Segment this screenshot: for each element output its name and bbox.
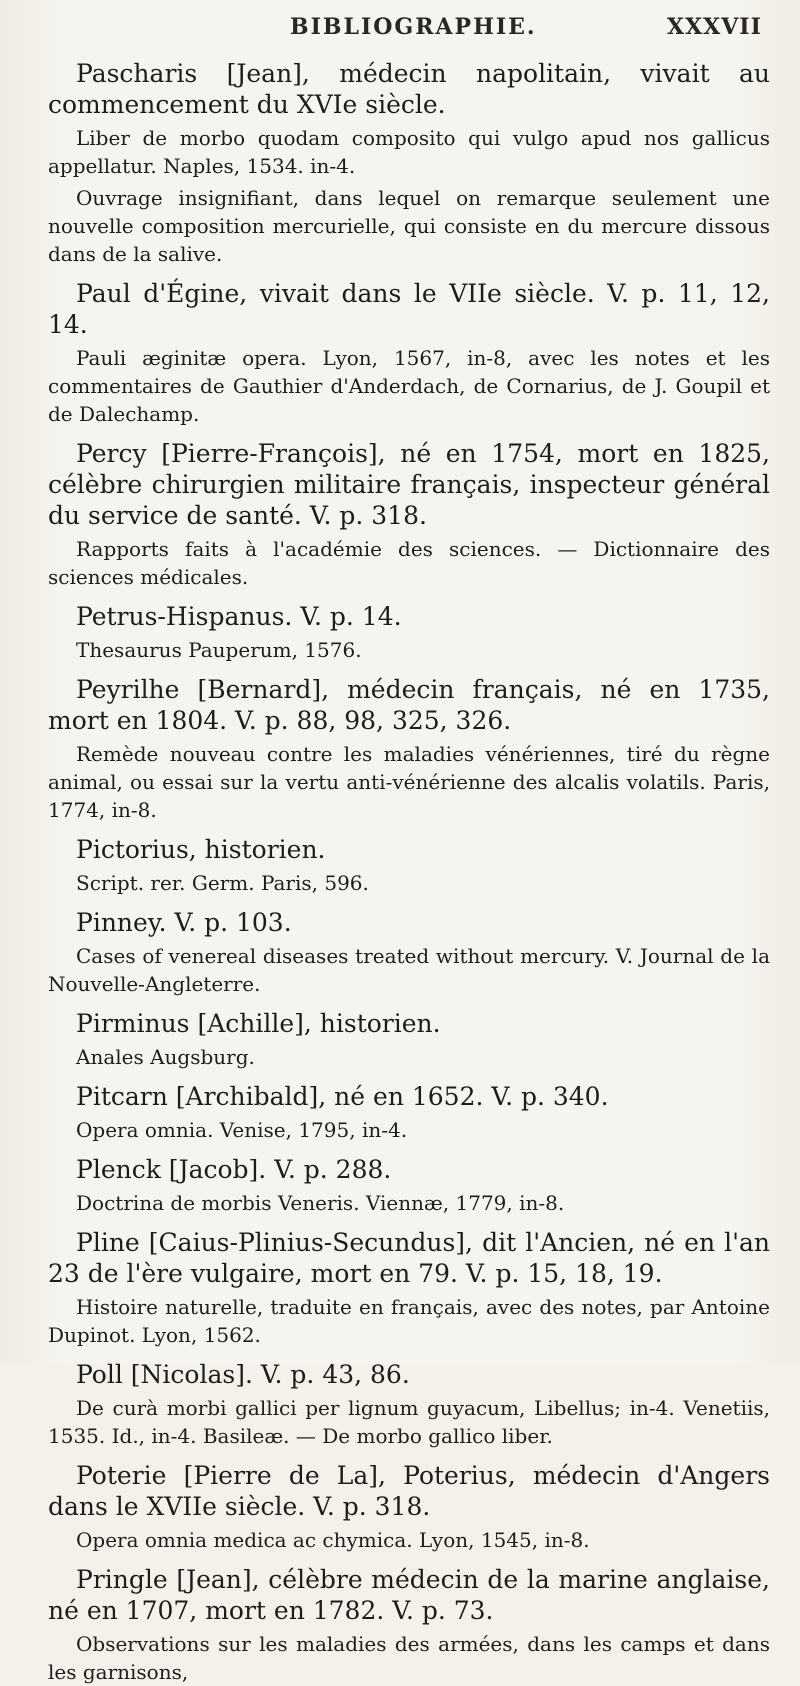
bibliography-entry — [48, 674, 770, 824]
bibliography-entry — [48, 1359, 770, 1450]
entry-work: Liber de morbo quodam composito qui vulgo apud nos gallicus appellatur. Naples, 1534. in-4. — [48, 126, 770, 178]
bibliography-entry — [48, 907, 770, 998]
entry-work: De curà morbi gallici per lignum guyacum, Libellus; in-4. Venetiis, 1535. Id., in-4. Basileæ. — De morbo gallico liber. — [48, 1396, 770, 1448]
entry-work: Observations sur les maladies des armées, dans les camps et dans les garnisons, — [48, 1632, 770, 1684]
entry-work: Rapports faits à l'académie des sciences. — Dictionnaire des sciences médicales. — [48, 537, 770, 589]
entry-work: Histoire naturelle, traduite en français, avec des notes, par Antoine Dupinot. Lyon, 1562. — [48, 1295, 770, 1347]
entry-work: Remède nouveau contre les maladies vénériennes, tiré du règne animal, ou essai sur la vertu anti-vénérienne des alcalis volatils. Paris, 1774, in-8. — [48, 742, 770, 822]
bibliography-entry — [48, 438, 770, 591]
entry-heading: Pline [Caius-Plinius-Secundus], dit l'Ancien, né en l'an 23 de l'ère vulgaire, mort en 79. V. p. 15, 18, 19. — [48, 1228, 770, 1288]
entry-work: Script. rer. Germ. Paris, 596. — [76, 871, 369, 895]
entry-work: Thesaurus Pauperum, 1576. — [76, 638, 362, 662]
page-number: XXXVII — [667, 14, 762, 40]
bibliography-entry — [48, 1460, 770, 1554]
entry-heading: Paul d'Égine, vivait dans le VIIe siècle. V. p. 11, 12, 14. — [48, 279, 770, 339]
running-title: BIBLIOGRAPHIE. — [290, 14, 537, 40]
entry-heading: Pitcarn [Archibald], né en 1652. V. p. 340. — [76, 1082, 609, 1111]
entry-work: Anales Augsburg. — [76, 1045, 255, 1069]
bibliography-entry — [48, 278, 770, 428]
entry-heading: Plenck [Jacob]. V. p. 288. — [76, 1155, 392, 1184]
entry-work: Pauli æginitæ opera. Lyon, 1567, in-8, avec les notes et les commentaires de Gauthier d'Anderdach, de Cornarius, de J. Goupil et de Dalechamp. — [48, 346, 770, 426]
bibliography-entry — [48, 1081, 770, 1144]
bibliography-entry — [48, 1008, 770, 1071]
entry-heading: Pinney. V. p. 103. — [76, 908, 292, 937]
entry-heading: Percy [Pierre-François], né en 1754, mort en 1825, célèbre chirurgien militaire français, inspecteur général du service de santé. V. p. 318. — [48, 439, 770, 530]
entry-heading: Pictorius, historien. — [76, 835, 326, 864]
entry-heading: Poterie [Pierre de La], Poterius, médecin d'Angers dans le XVIIe siècle. V. p. 318. — [48, 1461, 770, 1521]
bibliography-entries — [48, 58, 770, 1686]
page-header — [0, 14, 800, 54]
bibliography-entry — [48, 834, 770, 897]
entry-heading: Poll [Nicolas]. V. p. 43, 86. — [76, 1360, 410, 1389]
entry-work: Ouvrage insignifiant, dans lequel on remarque seulement une nouvelle composition mercurielle, qui consiste en du mercure dissous dans de la salive. — [48, 186, 770, 266]
entry-work: Cases of venereal diseases treated without mercury. V. Journal de la Nouvelle-Angleterre. — [48, 944, 770, 996]
entry-heading: Pascharis [Jean], médecin napolitain, vivait au commencement du XVIe siècle. — [48, 59, 770, 119]
bibliography-entry — [48, 1227, 770, 1349]
entry-work: Opera omnia medica ac chymica. Lyon, 1545, in-8. — [76, 1528, 590, 1552]
entry-heading: Pirminus [Achille], historien. — [76, 1009, 441, 1038]
entry-heading: Petrus-Hispanus. V. p. 14. — [76, 602, 402, 631]
bibliography-entry — [48, 601, 770, 664]
bibliography-entry — [48, 58, 770, 268]
entry-work: Opera omnia. Venise, 1795, in-4. — [76, 1118, 408, 1142]
bibliography-entry — [48, 1564, 770, 1686]
entry-work: Doctrina de morbis Veneris. Viennæ, 1779, in-8. — [76, 1191, 565, 1215]
entry-heading: Peyrilhe [Bernard], médecin français, né en 1735, mort en 1804. V. p. 88, 98, 325, 326. — [48, 675, 770, 735]
entry-heading: Pringle [Jean], célèbre médecin de la marine anglaise, né en 1707, mort en 1782. V. p. 73. — [48, 1565, 770, 1625]
bibliography-entry — [48, 1154, 770, 1217]
